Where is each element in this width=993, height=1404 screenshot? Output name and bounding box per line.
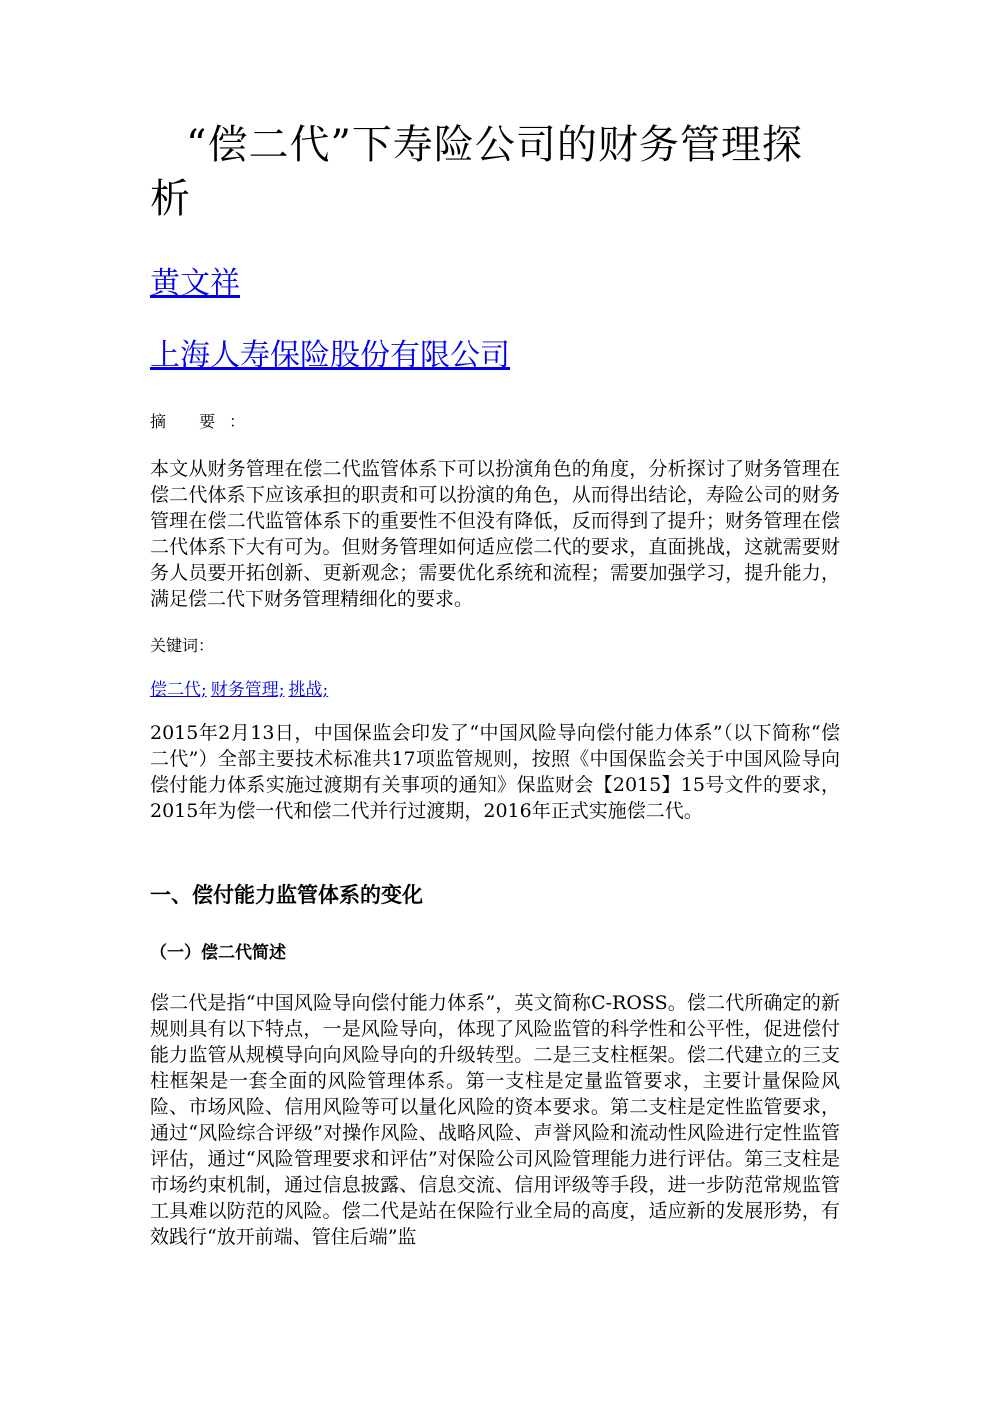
keywords-label: 关键词： xyxy=(150,636,215,655)
document-page xyxy=(150,118,840,1250)
section-heading: 一、偿付能力监管体系的变化 xyxy=(150,883,423,907)
keywords-list xyxy=(150,678,840,702)
subsection-heading: （一）偿二代简述 xyxy=(150,943,286,963)
title-line-1: “偿二代”下寿险公司的财务管理探 xyxy=(186,122,803,168)
body-paragraph: 偿二代是指“中国风险导向偿付能力体系”，英文简称C-ROSS。偿二代所确定的新规则具有以下特点，一是风险导向，体现了风险监管的科学性和公平性，促进偿付能力监管从规模导向向风险导向的升级转型。二是三支柱框架。偿二代建立的三支柱框架是一套全面的风险管理体系。第一支柱是定量监管要求，主要计量保险风险、市场风险、信用风险等可以量化风险的资本要求。第二支柱是定性监管要求，通过“风险综合评级”对操作风险、战略风险、声誉风险和流动性风险进行定性监管评估，通过“风险管理要求和评估”对保险公司风险管理能力进行评估。第三支柱是市场约束机制，通过信息披露、信息交流、信用评级等手段，进一步防范常规监管工具难以防范的风险。偿二代是站在保险行业全局的高度，适应新的发展形势，有效践行“放开前端、管住后端”监 xyxy=(150,992,840,1248)
abstract-text: 本文从财务管理在偿二代监管体系下可以扮演角色的角度，分析探讨了财务管理在偿二代体系下应该承担的职责和可以扮演的角色，从而得出结论，寿险公司的财务管理在偿二代监管体系下的重要性不但没有降低，反而得到了提升；财务管理在偿二代体系下大有可为。但财务管理如何适应偿二代的要求，直面挑战，这就需要财务人员要开拓创新、更新观念；需要优化系统和流程；需要加强学习，提升能力，满足偿二代下财务管理精细化的要求。 xyxy=(150,458,840,610)
title-line-2: 析 xyxy=(150,176,191,222)
keyword-link-1[interactable]: 偿二代; xyxy=(150,680,207,700)
abstract-label: 摘 要： xyxy=(150,412,260,431)
keyword-link-2[interactable]: 财务管理; xyxy=(210,680,285,700)
author-link[interactable]: 黄文祥 xyxy=(150,266,240,301)
document-title xyxy=(150,118,840,226)
organization-link[interactable]: 上海人寿保险股份有限公司 xyxy=(150,338,510,373)
keyword-link-3[interactable]: 挑战; xyxy=(288,680,329,700)
intro-paragraph: 2015年2月13日，中国保监会印发了“中国风险导向偿付能力体系”（以下简称“偿二代”）全部主要技术标准共17项监管规则，按照《中国保监会关于中国风险导向偿付能力体系实施过渡期有关事项的通知》保监财会【2015】15号文件的要求，2015年为偿一代和偿二代并行过渡期，2016年正式实施偿二代。 xyxy=(150,722,840,822)
